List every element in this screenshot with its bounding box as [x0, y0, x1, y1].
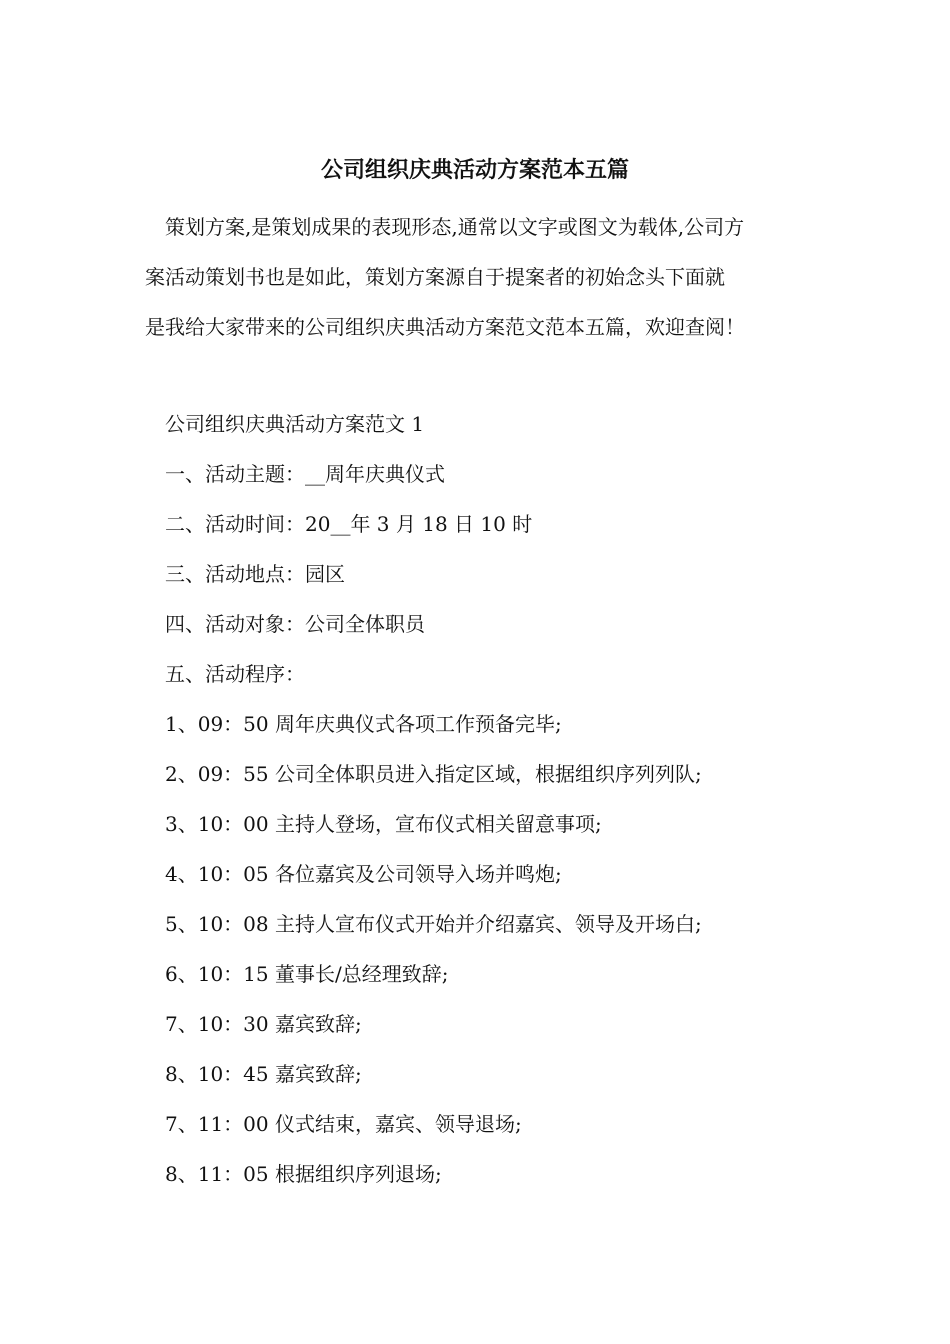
- plan-item-procedure: 五、活动程序：: [165, 662, 305, 686]
- document-title: 公司组织庆典活动方案范本五篇: [320, 157, 629, 183]
- procedure-step: 7、11：00 仪式结束，嘉宾、领导退场;: [165, 1112, 522, 1136]
- procedure-step: 1、09：50 周年庆典仪式各项工作预备完毕;: [165, 712, 562, 736]
- intro-paragraph: [145, 202, 835, 352]
- procedure-step: 8、10：45 嘉宾致辞;: [165, 1062, 362, 1086]
- procedure-step: 3、10：00 主持人登场，宣布仪式相关留意事项;: [165, 812, 602, 836]
- plan-item-theme: 一、活动主题：__周年庆典仪式: [165, 462, 445, 486]
- intro-line: 策划方案,是策划成果的表现形态,通常以文字或图文为载体,公司方: [145, 215, 745, 239]
- intro-line: 案活动策划书也是如此，策划方案源自于提案者的初始念头下面就: [145, 265, 725, 289]
- procedure-step: 2、09：55 公司全体职员进入指定区域，根据组织序列列队;: [165, 762, 702, 786]
- plan-item-time: 二、活动时间：20__年 3 月 18 日 10 时: [165, 512, 533, 536]
- procedure-step: 7、10：30 嘉宾致辞;: [165, 1012, 362, 1036]
- procedure-step: 8、11：05 根据组织序列退场;: [165, 1162, 442, 1186]
- section-heading: 公司组织庆典活动方案范文 1: [165, 412, 425, 436]
- intro-line: 是我给大家带来的公司组织庆典活动方案范文范本五篇，欢迎查阅！: [145, 315, 745, 339]
- plan-item-location: 三、活动地点：园区: [165, 562, 345, 586]
- procedure-step: 5、10：08 主持人宣布仪式开始并介绍嘉宾、领导及开场白;: [165, 912, 702, 936]
- plan-section: [165, 399, 845, 1199]
- procedure-step: 6、10：15 董事长/总经理致辞;: [165, 962, 449, 986]
- plan-item-audience: 四、活动对象：公司全体职员: [165, 612, 425, 636]
- procedure-step: 4、10：05 各位嘉宾及公司领导入场并鸣炮;: [165, 862, 562, 886]
